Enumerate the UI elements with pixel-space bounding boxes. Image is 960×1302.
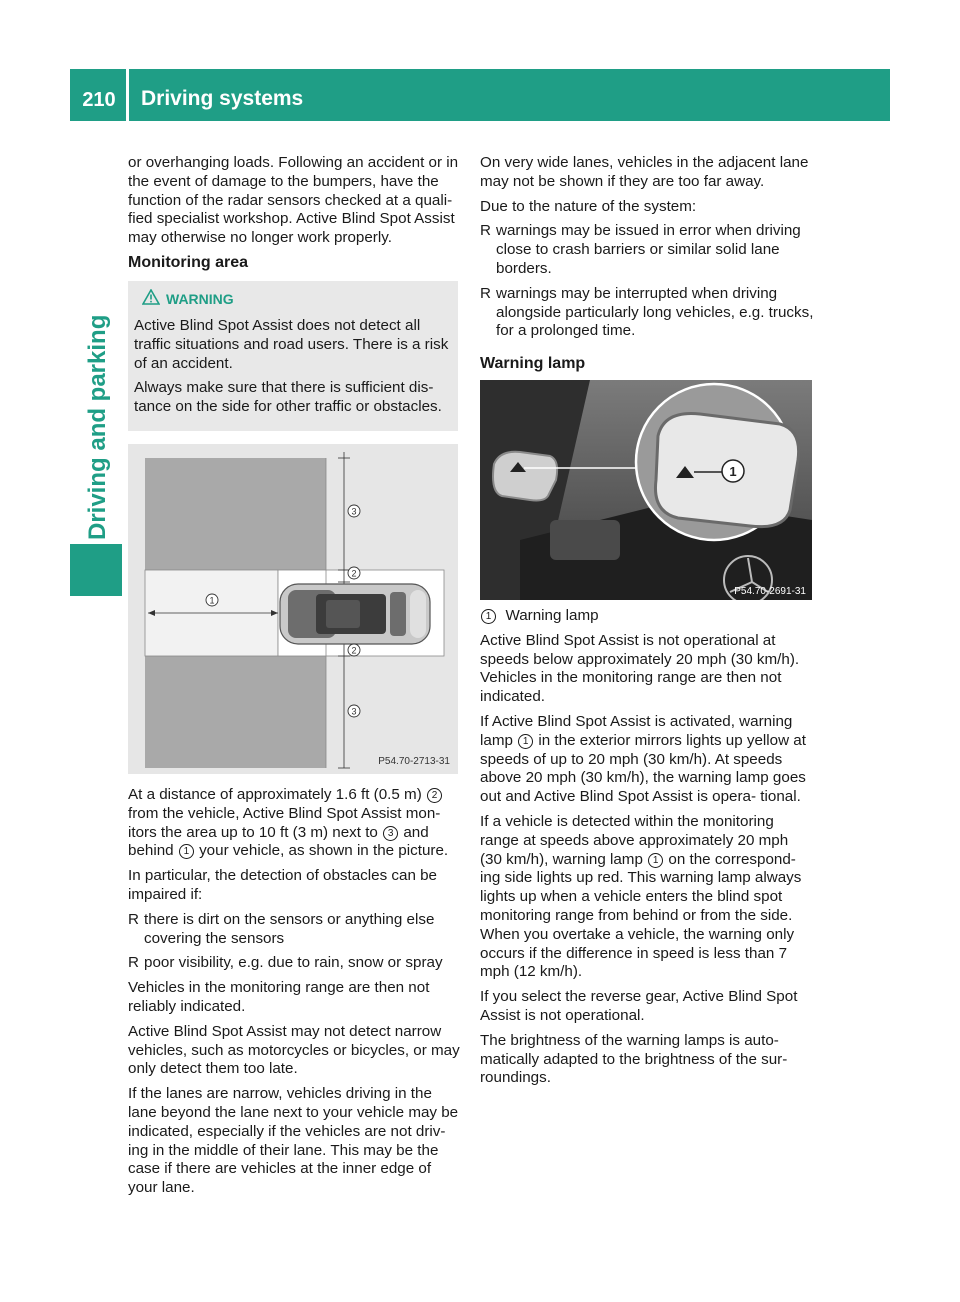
reliably-paragraph: Vehicles in the monitoring range are then not reliably indicated. (128, 979, 430, 1015)
warning-triangle-icon (142, 289, 160, 305)
side-tab-marker (70, 544, 122, 596)
narrow-paragraph: Active Blind Spot Assist may not detect narrow vehicles, such as motorcycles or bicycles, or may only detect them too late. (128, 1022, 460, 1078)
ref-marker-1: 1 (518, 734, 533, 749)
legend-item (480, 607, 814, 626)
monitoring-area-figure (128, 444, 458, 774)
left-column-bottom (128, 786, 460, 1204)
section-heading-monitoring: Monitoring area (128, 253, 249, 271)
header-divider (126, 69, 129, 121)
marker-2-top (348, 567, 360, 579)
lanes-paragraph: If the lanes are narrow, vehicles driving in the lane beyond the lane next to your vehicle may be indicated, especially if the vehicles are not driv- ing in the middle of their lane. This may be the case if there are vehicles at the inner edge of your lane. (128, 1085, 459, 1197)
warning-title: WARNING (166, 291, 234, 307)
figure-code: P54.70-2713-31 (378, 756, 450, 767)
warning-lamp-marker (722, 460, 744, 482)
vehicle-top-view (280, 584, 430, 644)
not-operational-paragraph: Active Blind Spot Assist is not operational at speeds below approximately 20 mph (30 km/h). Vehicles in the monitoring range are then not indicated. (480, 631, 800, 706)
legend-label: Warning lamp (505, 607, 599, 624)
wide-paragraph: On very wide lanes, vehicles in the adjacent lane may not be shown if they are too far away. (480, 154, 809, 190)
ref-marker-2: 2 (427, 788, 442, 803)
marker-2-bottom (348, 644, 360, 656)
right-column-top (480, 154, 814, 374)
nature-paragraph: Due to the nature of the system: (480, 197, 697, 215)
svg-text:3: 3 (351, 506, 357, 517)
svg-text:3: 3 (351, 706, 357, 717)
marker-3-bottom (348, 705, 360, 717)
distance-paragraph: At a distance of approximately 1.6 ft (0.5 m) 2 from the vehicle, Active Blind Spot Assist mon- itors the area up to 10 ft (3 m) next to 3 and behind 1 your vehicle, as shown in the picture. (128, 786, 449, 860)
particular-paragraph: In particular, the detection of obstacles can be impaired if: (128, 867, 438, 903)
svg-text:1: 1 (209, 595, 215, 606)
warning-paragraph-2: Always make sure that there is sufficient dis- tance on the side for other traffic or obstacles. (134, 379, 442, 415)
ref-marker-1: 1 (179, 844, 194, 859)
marker-3-top (348, 505, 360, 517)
bullet-item: R warnings may be issued in error when driving close to crash barriers or similar solid lane borders. (480, 222, 801, 277)
ref-marker-3: 3 (383, 826, 398, 841)
detected-paragraph: If a vehicle is detected within the monitoring range at speeds above approximately 20 mph (30 km/h), warning lamp 1 on the correspond- ing side lights up red. This warning lamp always lights up when a vehicle enters the blind spot monitoring range from behind or from the side. When you overtake a vehicle, the warning only occurs if the difference in speed is less than 7 mph (12 km/h). (480, 812, 802, 981)
intro-paragraph: or overhanging loads. Following an accident or in the event of damage to the bumpers, have the function of the radar sensors checked at a quali- fied specialist workshop. Active Blind Spot Assist may otherwise no longer work properly. (128, 154, 459, 247)
warning-text (134, 316, 456, 421)
svg-text:1: 1 (729, 464, 737, 479)
right-column-bottom (480, 607, 814, 1094)
bullet-item: R there is dirt on the sensors or anything else covering the sensors (128, 910, 435, 947)
brightness-paragraph: The brightness of the warning lamps is auto- matically adapted to the brightness of the sur- roundings. (480, 1031, 788, 1087)
reverse-paragraph: If you select the reverse gear, Active Blind Spot Assist is not operational. (480, 988, 798, 1024)
mirror-photo-illustration (480, 380, 812, 600)
warning-paragraph-1: Active Blind Spot Assist does not detect all traffic situations and road users. There is a risk of an accident. (134, 317, 449, 372)
figure-code: P54.70-2691-31 (734, 586, 806, 597)
left-column-top (128, 154, 460, 273)
page-number: 210 (82, 89, 116, 111)
side-tab-label: Driving and parking (84, 314, 111, 540)
marker-1 (206, 594, 218, 606)
svg-text:2: 2 (351, 568, 357, 579)
ref-marker-1: 1 (648, 853, 663, 868)
warning-lamp-figure (480, 380, 812, 600)
bullet-item: R warnings may be interrupted when driving alongside particularly long vehicles, e.g. trucks, for a prolonged time. (480, 284, 814, 340)
section-heading-warning-lamp: Warning lamp (480, 355, 586, 373)
bullet-item: R poor visibility, e.g. due to rain, snow or spray (128, 954, 443, 972)
legend-marker-1: 1 (481, 609, 496, 624)
activated-paragraph: If Active Blind Spot Assist is activated, warning lamp 1 in the exterior mirrors lights up yellow at speeds of up to 20 mph (30 km/h). At speeds above 20 mph (30 km/h), the warning lamp goes out and Active Blind Spot Assist is opera- tional. (480, 712, 806, 806)
page-title: Driving systems (141, 87, 304, 110)
monitoring-area-diagram (128, 444, 458, 774)
svg-text:2: 2 (351, 645, 357, 656)
